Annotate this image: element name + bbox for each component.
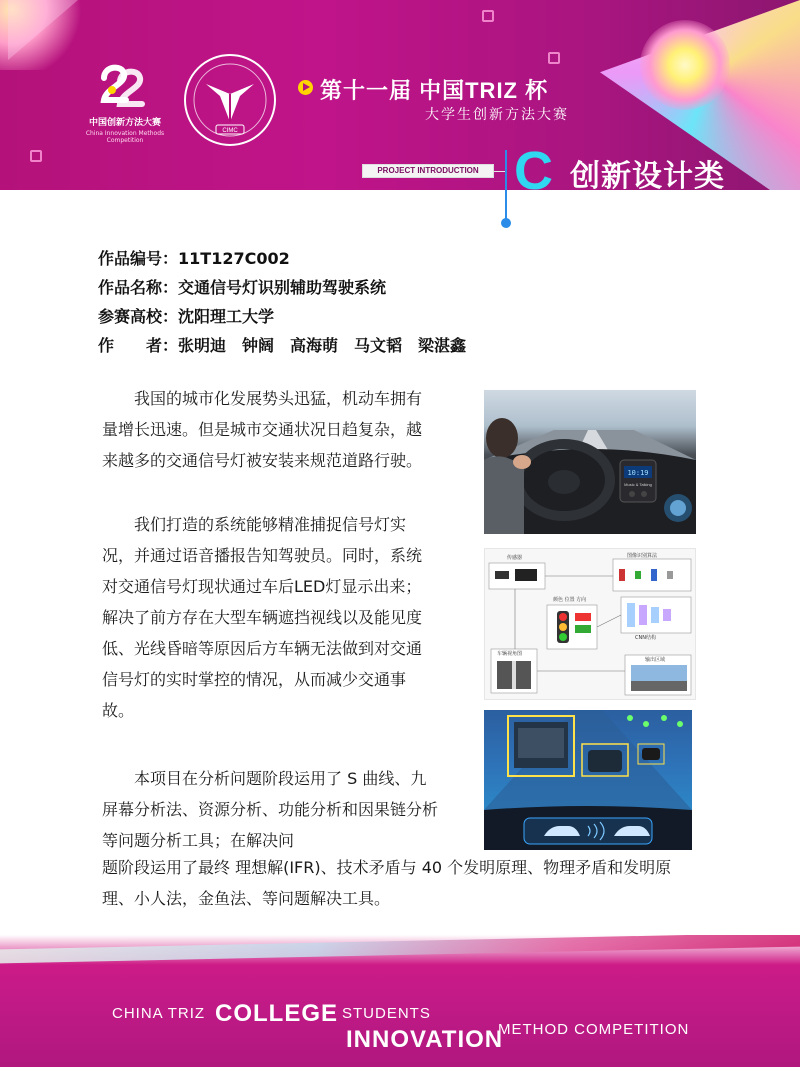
footer-china-triz: CHINA TRIZ xyxy=(112,1005,206,1022)
diagram-color-position-label: 颜色 位置 方向 xyxy=(553,597,587,603)
footer-college: COLLEGE xyxy=(215,1000,339,1027)
school-row xyxy=(98,304,718,333)
paragraph-solution: 我们打造的系统能够精准捕捉信号灯实况，并通过语音播报告知驾驶员。同时，系统对交通信号灯现状通过车后LED灯显示出来；解决了前方存在大型车辆遮挡视线以及能见度低、光线昏暗等原因后方车辆无法做到对交通信号灯的实时掌控的情况，从而减少交通事故。 xyxy=(102,515,423,720)
device-screen-text: 10:19 xyxy=(627,469,649,477)
cimc-logo-text: 中国创新方法大赛 xyxy=(88,118,161,128)
project-id-label: 作品编号： xyxy=(98,249,179,268)
device-label: Music & Talking xyxy=(624,482,652,487)
project-name-value: 交通信号灯识别辅助驾驶系统 xyxy=(178,278,387,297)
decorative-square xyxy=(482,10,494,22)
emblem-mark: CIMC xyxy=(222,128,238,134)
play-icon xyxy=(298,80,313,95)
system-flow-diagram xyxy=(484,548,696,700)
divider xyxy=(505,150,507,220)
competition-title: 第十一届 中国TRIZ 杯 xyxy=(320,78,549,103)
project-id-value: 11T127C002 xyxy=(178,249,290,268)
competition-subtitle: 大学生创新方法大赛 xyxy=(425,107,569,123)
diagram-cnn-label: CNN结构 xyxy=(635,635,656,641)
decorative-square xyxy=(548,52,560,64)
diagram-lane-view-label: 车辆视角图 xyxy=(497,651,523,657)
school-label: 参赛高校： xyxy=(98,307,179,326)
decorative-dot xyxy=(501,218,511,228)
footer-students: STUDENTS xyxy=(342,1005,431,1022)
project-name-row xyxy=(98,275,718,304)
cimc-logo-icon xyxy=(92,58,152,118)
category-letter: C xyxy=(514,141,553,201)
paragraph-methods-part1: 本项目在分析问题阶段运用了 S 曲线、九屏幕分析法、资源分析、功能分析和因果链分析等问题分析工具；在解决问 xyxy=(102,769,439,850)
authors-value: 张明迪 钟阔 高海萌 马文韬 梁湛鑫 xyxy=(178,336,467,355)
footer-innovation: INNOVATION xyxy=(346,1026,504,1053)
decorative-triangle xyxy=(8,0,78,60)
diagram-recognition-label: 图像识别算法 xyxy=(627,553,658,559)
diagram-sensor-label: 传感器 xyxy=(507,555,523,561)
cimc-logo-subtext: China Innovation Methods Competition xyxy=(85,130,165,144)
project-name-label: 作品名称： xyxy=(98,278,179,297)
category-text: 创新设计类 xyxy=(570,159,725,194)
driver-photo xyxy=(484,390,696,534)
category-badge xyxy=(500,141,760,201)
footer-method-competition: METHOD COMPETITION xyxy=(498,1021,690,1038)
paragraph-methods-part2: 题阶段运用了最终 理想解(IFR)、技术矛盾与 40 个发明原理、物理矛盾和发明原理、小人法，金鱼法、等问题解决工具。 xyxy=(102,858,672,908)
decorative-ring xyxy=(640,20,730,110)
paragraph-background: 我国的城市化发展势头迅猛，机动车拥有量增长迅速。但是城市交通状况日趋复杂，越来越多的交通信号灯被安装来规范道路行驶。 xyxy=(102,389,423,470)
authors-row xyxy=(98,333,718,362)
project-introduction-label: PROJECT INTRODUCTION xyxy=(362,164,494,178)
competition-emblem-icon xyxy=(182,52,278,148)
diagram-display-area-label: 输出区域 xyxy=(645,657,666,663)
adas-visualization xyxy=(484,710,692,850)
school-value: 沈阳理工大学 xyxy=(178,307,275,326)
project-id-row xyxy=(98,246,718,275)
project-info xyxy=(98,246,718,362)
authors-label: 作 者： xyxy=(98,336,179,355)
decorative-square xyxy=(30,150,42,162)
